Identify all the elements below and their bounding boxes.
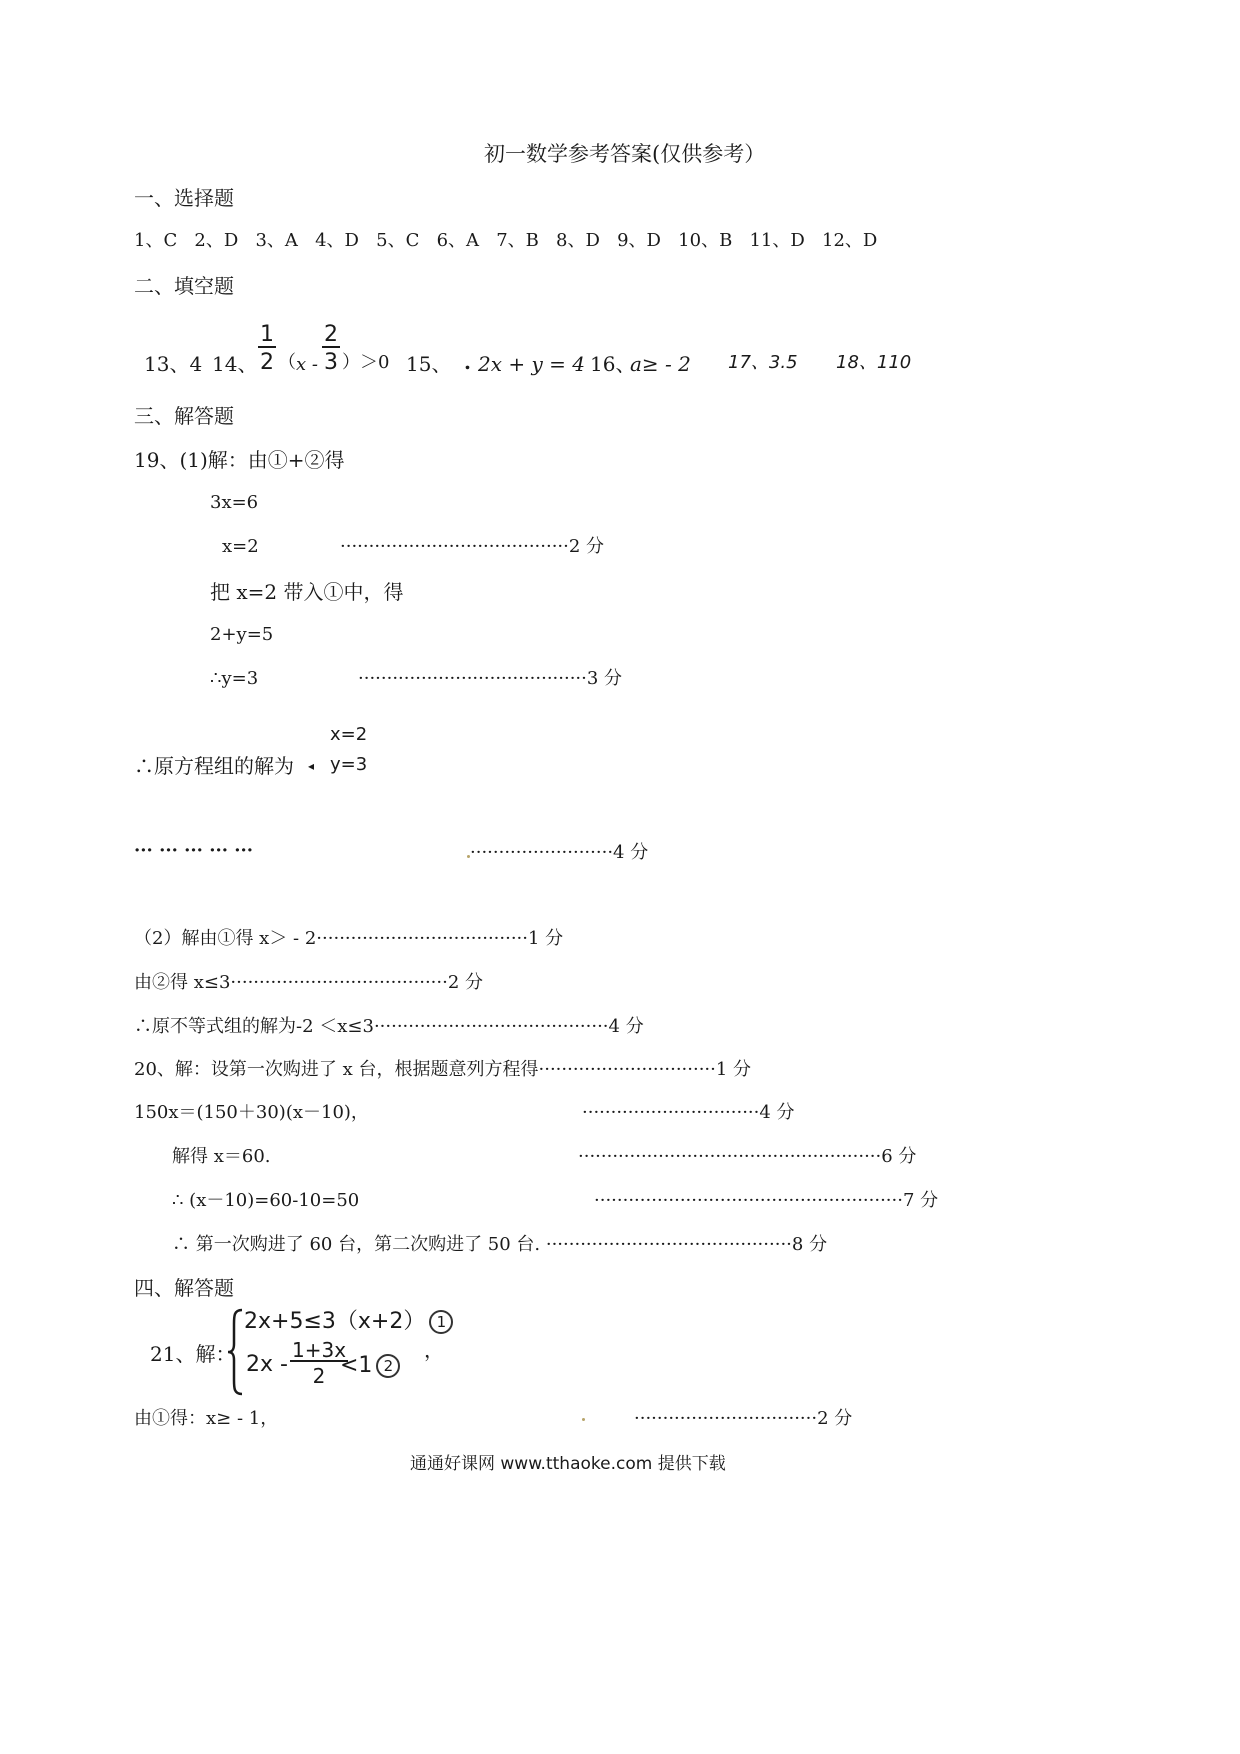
answer-5: 5、C — [376, 230, 420, 251]
answer-2: 2、D — [194, 230, 239, 251]
q21-line-1-points: ································2 分 — [634, 1408, 853, 1429]
fill-q13: 13、4 — [144, 352, 203, 376]
inequality-2-left: 2x - — [246, 1352, 288, 1377]
q19-ellipsis: ··· ··· ··· ··· ··· — [134, 840, 254, 861]
circled-number-2: 2 — [376, 1354, 400, 1378]
answer-11: 11、D — [749, 230, 805, 251]
page-footer: 通通好课网 www.tthaoke.com 提供下载 — [410, 1454, 726, 1474]
brace-mark-icon: ◂ — [308, 759, 315, 773]
answer-3: 3、A — [255, 230, 298, 251]
q19-heading: 19、(1)解：由①+②得 — [134, 448, 345, 472]
q20-line-1: 20、解：设第一次购进了 x 台，根据题意列方程得·······························1 分 — [134, 1059, 752, 1080]
page-title: 初一数学参考答案(仅供参考） — [484, 142, 766, 166]
section-heading-solve: 三、解答题 — [134, 404, 234, 428]
fraction-denominator: 2 — [312, 1364, 326, 1388]
scan-speck — [582, 1418, 585, 1421]
q20-line-2-points: ·······························4 分 — [582, 1102, 795, 1123]
answer-7: 7、B — [496, 230, 539, 251]
choice-answers — [134, 232, 877, 250]
answer-8: 8、D — [556, 230, 600, 251]
paren-close-gt-zero: ）＞0 — [342, 352, 390, 373]
answer-12: 12、D — [822, 230, 878, 251]
answer-9: 9、D — [617, 230, 661, 251]
fraction-one-half — [258, 324, 276, 374]
fill-q15-answer: 2x + y = 4 — [478, 352, 585, 376]
paren-open: （ — [278, 352, 296, 373]
q19-step-3: 把 x=2 带入①中，得 — [210, 580, 404, 604]
q19-step-5-points: ········································3 分 — [358, 668, 623, 689]
fraction-two-thirds — [322, 324, 340, 374]
left-brace-icon — [226, 1308, 244, 1396]
system-row-2 — [246, 1354, 288, 1376]
fraction-numerator: 1+3x — [292, 1338, 347, 1362]
fraction-numerator: 1 — [260, 322, 274, 347]
fill-q17: 17、3.5 — [728, 352, 798, 373]
q20-line-4-points: ······················································7 分 — [594, 1190, 939, 1211]
fraction-numerator: 2 — [324, 322, 338, 347]
q20-line-2: 150x＝(150＋30)(x－10)， — [134, 1102, 369, 1123]
x-minus: x - — [296, 354, 318, 375]
q19-part2-line-3: ∴原不等式组的解为-2 ＜x≤3·········································4 分 — [134, 1016, 644, 1037]
system-row-2-right — [340, 1354, 400, 1378]
answer-1: 1、C — [134, 230, 178, 251]
q20-line-3-points: ·····················································6 分 — [578, 1146, 917, 1167]
fill-q18: 18、110 — [836, 352, 912, 373]
fill-q15-label: 15、 — [406, 352, 452, 376]
q19-part2-line-2: 由②得 x≤3······································2 分 — [134, 972, 484, 993]
fraction-denominator: 2 — [260, 350, 274, 375]
q20-line-5: ∴ 第一次购进了 60 台，第二次购进了 50 台. ···········································8 分 — [172, 1234, 828, 1255]
section-heading-choice: 一、选择题 — [134, 186, 234, 210]
answer-4: 4、D — [315, 230, 359, 251]
answer-6: 6、A — [436, 230, 480, 251]
q21-label: 21、解： — [150, 1342, 236, 1366]
fraction-denominator: 3 — [324, 350, 338, 375]
section-heading-fill: 二、填空题 — [134, 274, 234, 298]
q21-comma: ， — [424, 1338, 444, 1362]
circled-number-1: 1 — [429, 1310, 453, 1334]
q19-step-2: x=2 — [222, 536, 259, 557]
answer-10: 10、B — [678, 230, 733, 251]
q20-line-3: 解得 x＝60. — [172, 1146, 271, 1167]
fill-q16-label: 16、 — [590, 352, 636, 376]
q21-line-1: 由①得：x≥ - 1， — [134, 1408, 279, 1429]
q19-step-1: 3x=6 — [210, 492, 259, 513]
section-heading-solve-2: 四、解答题 — [134, 1276, 234, 1300]
fill-q15-dot: . — [464, 350, 471, 374]
q20-line-4: ∴ (x－10)=60-10=50 — [172, 1190, 360, 1211]
system-row-1 — [244, 1310, 453, 1334]
q19-step-5: ∴y=3 — [210, 668, 259, 689]
inequality-2-right: <1 — [340, 1353, 373, 1378]
q19-points-4: ·························4 分 — [470, 842, 649, 863]
q19-step-4: 2+y=5 — [210, 624, 274, 645]
q19-part2-line-1: （2）解由①得 x＞ - 2·····································1 分 — [134, 928, 564, 949]
q19-solution-x: x=2 — [330, 724, 368, 745]
fill-q16-answer: a≥ - 2 — [630, 352, 691, 376]
q19-step-2-points: ········································2 分 — [340, 536, 605, 557]
fill-q14-label: 14、 — [212, 352, 258, 376]
q19-solution-label: ∴原方程组的解为 — [134, 754, 294, 778]
q19-solution-y: y=3 — [330, 754, 368, 775]
inequality-1: 2x+5≤3（x+2） — [244, 1309, 426, 1334]
